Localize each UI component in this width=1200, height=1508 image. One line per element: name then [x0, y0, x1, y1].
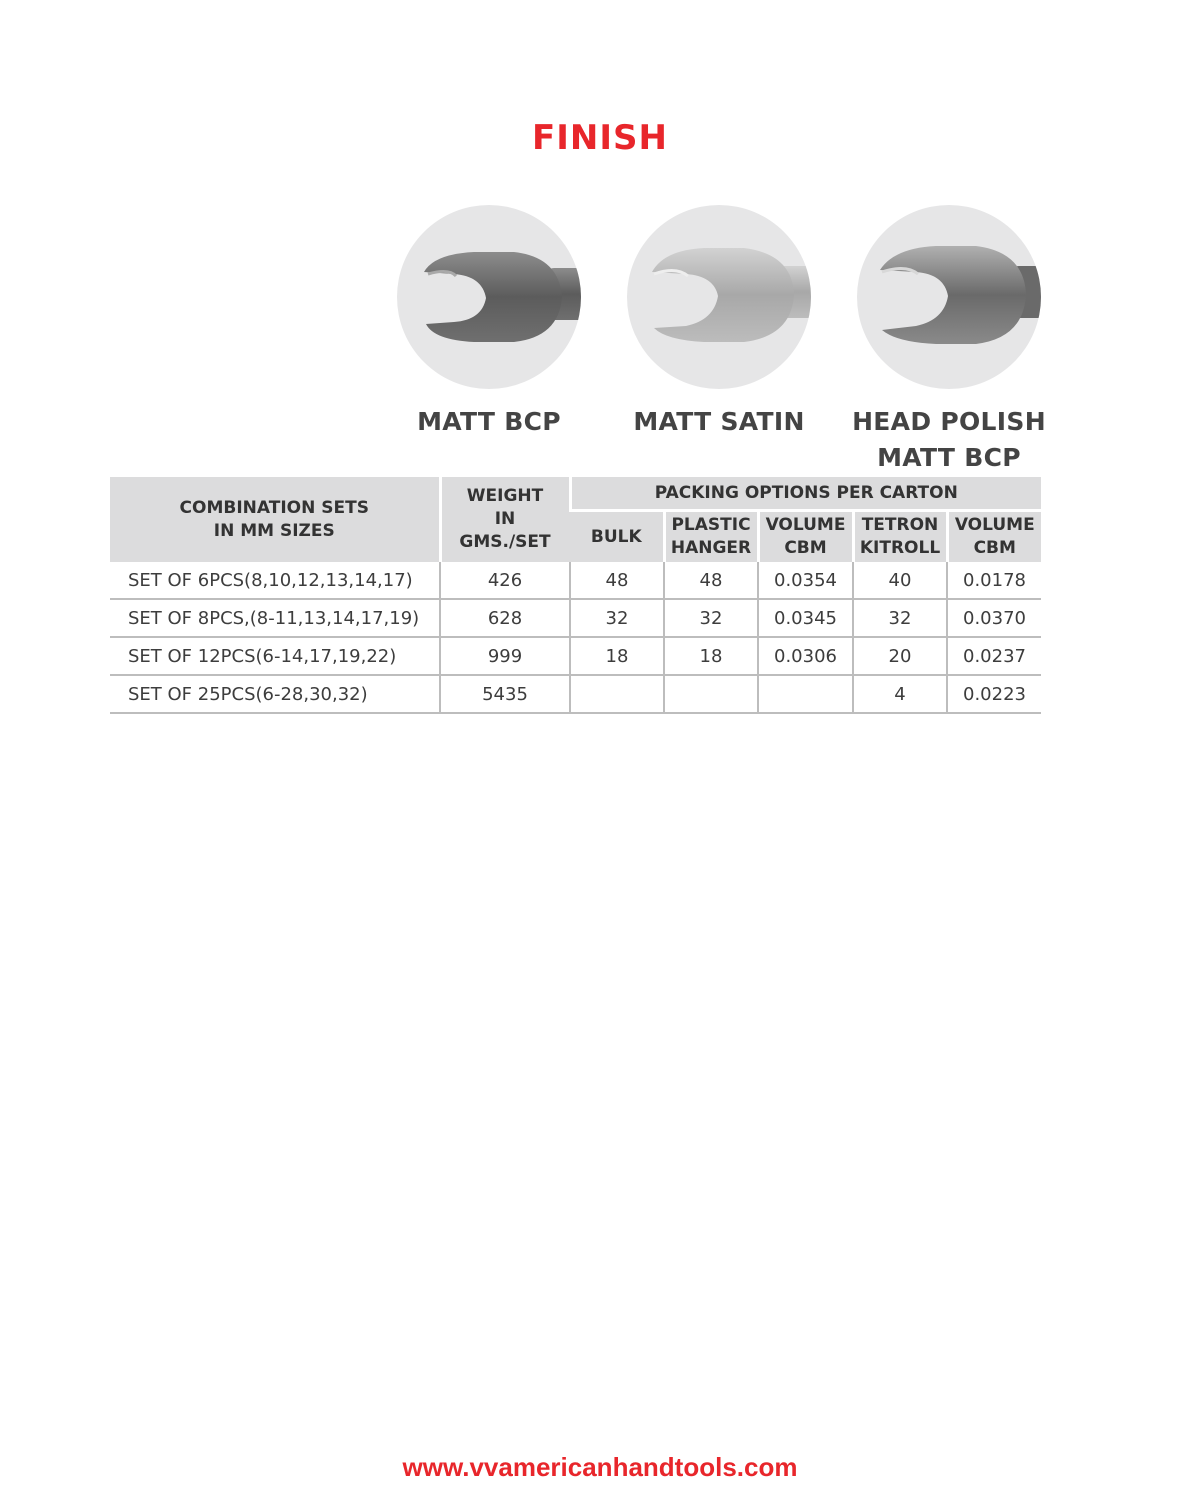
- website-link[interactable]: www.vvamericanhandtools.com: [402, 1452, 798, 1482]
- cell-bulk: [570, 675, 664, 713]
- cell-set-name: SET OF 8PCS,(8-11,13,14,17,19): [110, 599, 440, 637]
- cell-weight: 628: [440, 599, 570, 637]
- wrench-head-matt-bcp-icon: [394, 202, 584, 392]
- header-combination-sets: COMBINATION SETS IN MM SIZES: [110, 477, 440, 562]
- finish-label-matt-bcp: MATT BCP: [417, 407, 561, 436]
- cell-volume-cbm-1: 0.0306: [758, 637, 853, 675]
- cell-volume-cbm-1: 0.0345: [758, 599, 853, 637]
- finish-option-matt-satin: [604, 202, 834, 440]
- cell-plastic-hanger: 18: [664, 637, 758, 675]
- table-row: [110, 599, 1041, 637]
- cell-plastic-hanger: 48: [664, 562, 758, 599]
- cell-volume-cbm-2: 0.0237: [947, 637, 1041, 675]
- packing-specs-table: [110, 477, 1041, 714]
- finish-option-matt-bcp: [374, 202, 604, 440]
- cell-volume-cbm-1: [758, 675, 853, 713]
- header-volume-cbm-1: VOLUME CBM: [758, 511, 853, 563]
- cell-tetron-kitroll: 20: [853, 637, 947, 675]
- header-packing-options: PACKING OPTIONS PER CARTON: [570, 477, 1041, 511]
- wrench-head-matt-satin-icon: [624, 202, 814, 392]
- header-weight: WEIGHT IN GMS./SET: [440, 477, 570, 562]
- cell-plastic-hanger: 32: [664, 599, 758, 637]
- finish-title: FINISH: [532, 118, 668, 158]
- cell-tetron-kitroll: 32: [853, 599, 947, 637]
- cell-plastic-hanger: [664, 675, 758, 713]
- cell-weight: 426: [440, 562, 570, 599]
- cell-set-name: SET OF 12PCS(6-14,17,19,22): [110, 637, 440, 675]
- cell-volume-cbm-2: 0.0223: [947, 675, 1041, 713]
- cell-weight: 999: [440, 637, 570, 675]
- header-plastic-hanger: PLASTIC HANGER: [664, 511, 758, 563]
- finish-label-head-polish-matt-bcp: HEAD POLISH MATT BCP: [852, 407, 1046, 472]
- cell-bulk: 18: [570, 637, 664, 675]
- header-tetron-kitroll: TETRON KITROLL: [853, 511, 947, 563]
- header-volume-cbm-2: VOLUME CBM: [947, 511, 1041, 563]
- wrench-head-polish-matt-bcp-icon: [854, 202, 1044, 392]
- cell-set-name: SET OF 6PCS(8,10,12,13,14,17): [110, 562, 440, 599]
- finish-option-head-polish-matt-bcp: [834, 202, 1064, 476]
- cell-volume-cbm-2: 0.0178: [947, 562, 1041, 599]
- cell-volume-cbm-2: 0.0370: [947, 599, 1041, 637]
- cell-volume-cbm-1: 0.0354: [758, 562, 853, 599]
- finish-label-matt-satin: MATT SATIN: [633, 407, 805, 436]
- cell-bulk: 32: [570, 599, 664, 637]
- cell-tetron-kitroll: 40: [853, 562, 947, 599]
- cell-bulk: 48: [570, 562, 664, 599]
- table-row: [110, 637, 1041, 675]
- cell-set-name: SET OF 25PCS(6-28,30,32): [110, 675, 440, 713]
- header-bulk: BULK: [570, 511, 664, 563]
- table-row: [110, 675, 1041, 713]
- cell-weight: 5435: [440, 675, 570, 713]
- cell-tetron-kitroll: 4: [853, 675, 947, 713]
- table-row: [110, 562, 1041, 599]
